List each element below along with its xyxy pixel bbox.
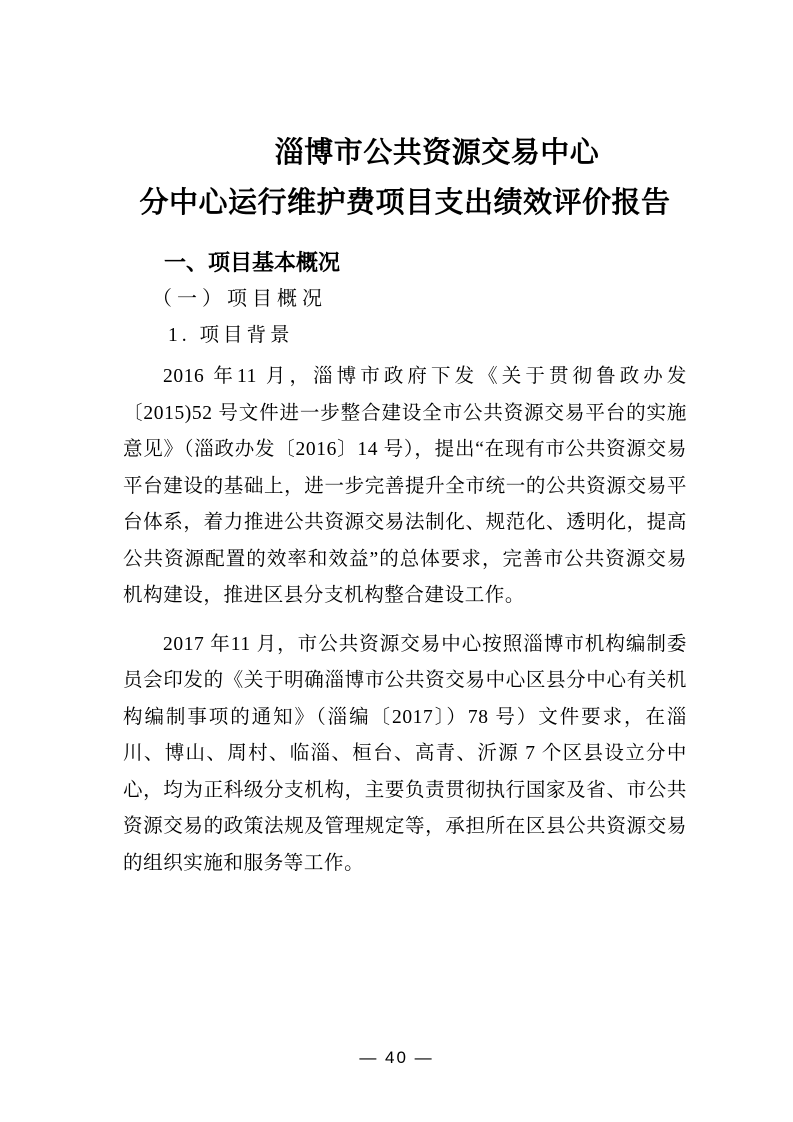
paragraph-project-background-2017: 2017 年11 月，市公共资源交易中心按照淄博市机构编制委员会印发的《关于明确淄博市公共资交易中心区县分中心有关机构编制事项的通知》（淄编〔2017〕）78 号）文件要求，在淄川、博山、周村、临淄、桓台、高青、沂源 7 个区县设立分中心，均为正科级分支机构，主要负责贯彻执行国家及省、市公共资源交易的政策法规及管理规定等，承担所在区县公共资源交易的组织实施和服务等工作。 xyxy=(123,633,687,874)
document-content xyxy=(123,0,687,882)
section-heading: 一、项目基本概况 xyxy=(164,250,341,275)
subsection-heading: （一）项目概况 xyxy=(152,288,327,310)
title-line-1: 淄博市公共资源交易中心 xyxy=(274,137,600,169)
document-title xyxy=(123,128,687,228)
paragraph-project-background-2016: 2016 年11 月，淄博市政府下发《关于贯彻鲁政办发〔2015)52 号文件进一步整合建设全市公共资源交易平台的实施意见》（淄政办发〔2016〕14 号），提出“在现有市公共资源交易平台建设的基础上，进一步完善提升全市统一的公共资源交易平台体系，着力推进公共资源交易法制化、规范化、透明化，提高公共资源配置的效率和效益”的总体要求，完善市公共资源交易机构建设，推进区县分支机构整合建设工作。 xyxy=(123,366,687,606)
page-number: — 40 — xyxy=(359,1048,434,1067)
item-heading: 1. 项目背景 xyxy=(168,325,294,346)
title-line-2: 分中心运行维护费项目支出绩效评价报告 xyxy=(139,187,671,219)
